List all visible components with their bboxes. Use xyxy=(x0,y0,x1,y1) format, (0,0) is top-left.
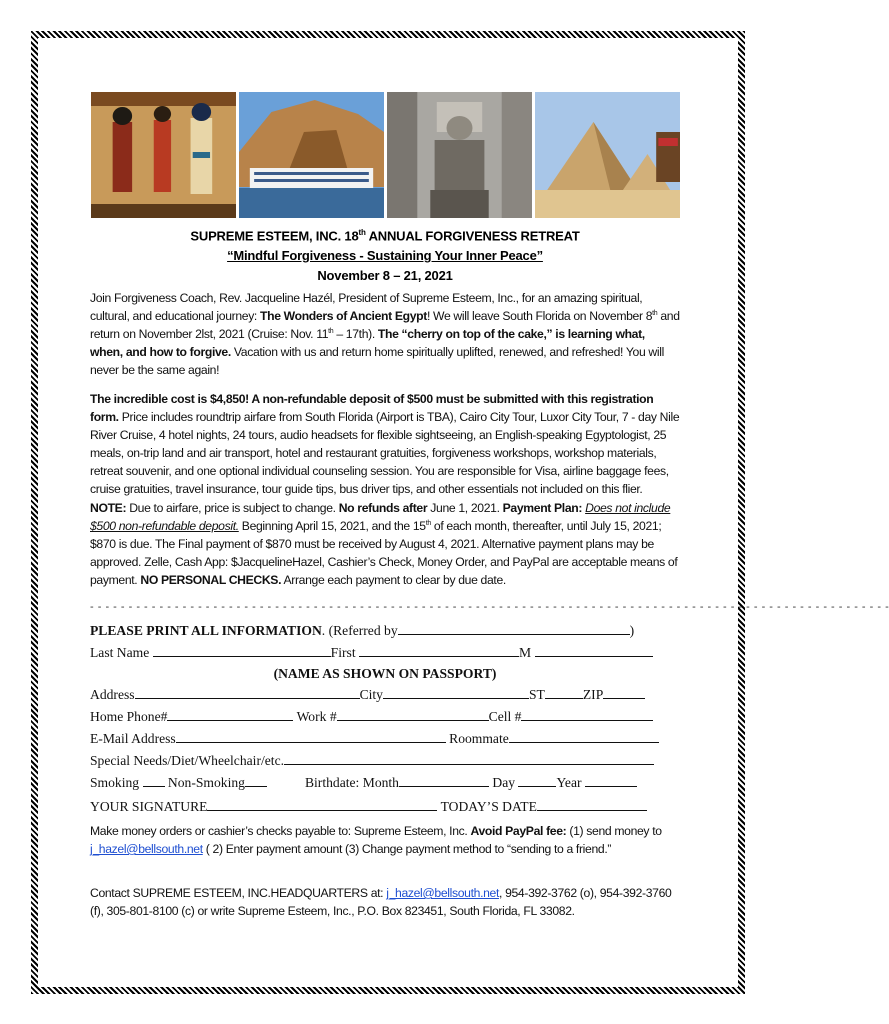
payment-text: (1) send money to xyxy=(566,824,662,838)
cost-text: Due to airfare, price is subject to change. xyxy=(126,500,339,515)
city-label: City xyxy=(359,687,383,702)
egyptian-mural-image xyxy=(91,92,236,218)
intro-text: Join Forgiveness Coach, Rev. Jacqueline Hazél, President of Supreme Esteem, Inc., for an amazing spiritual, cultural, and educational journey: xyxy=(90,291,643,324)
superscript: th xyxy=(328,328,334,336)
zip-label: ZIP xyxy=(582,687,604,702)
no-refund-label: No refunds after xyxy=(338,500,428,515)
payment-plan-note: Does not include $500 non-refundable deposit. xyxy=(90,500,671,533)
birth-day-field[interactable] xyxy=(518,774,556,787)
name-row xyxy=(90,644,680,661)
journey-name: The Wonders of Ancient Egypt xyxy=(260,309,427,324)
payment-text: Make money orders or cashier’s checks payable to: Supreme Esteem, Inc. xyxy=(90,824,471,838)
non-smoking-field[interactable] xyxy=(245,774,267,787)
cut-line-divider: - - - - - - - - - - - - - - - - - - - - - - - - - - - - - - - - - - - - - - - - - - - - - - - - - - - - - - - - - - - - - - - - - - - - - - - - - - - - - - - - - - - - - - - - - - - - - - - - - - - - - - - - xyxy=(90,601,889,613)
payment-instructions xyxy=(90,822,680,858)
today-date-field[interactable] xyxy=(537,798,647,811)
birth-year-field[interactable] xyxy=(585,774,637,787)
intro-text: – 17th). xyxy=(333,327,378,342)
middle-initial-label: M xyxy=(519,645,532,660)
cost-text: June 1, 2021. xyxy=(427,500,503,515)
zip-field[interactable] xyxy=(603,686,645,699)
city-field[interactable] xyxy=(383,686,529,699)
retreat-subtitle: “Mindful Forgiveness - Sustaining Your Inner Peace” xyxy=(227,248,543,263)
middle-initial-field[interactable] xyxy=(535,644,653,657)
referred-close: ) xyxy=(629,623,635,638)
cell-phone-label: Cell # xyxy=(488,709,522,724)
last-name-label: Last Name xyxy=(90,645,150,660)
retreat-dates: November 8 – 21, 2021 xyxy=(317,268,453,283)
work-phone-field[interactable] xyxy=(337,708,489,721)
referred-by-field[interactable] xyxy=(398,622,630,635)
payment-text: ( 2) Enter payment amount (3) Change payment method to “sending to a friend.” xyxy=(202,842,612,857)
signature-label: YOUR SIGNATURE xyxy=(90,799,208,814)
note-label: NOTE: xyxy=(90,500,127,515)
cost-text: Beginning April 15, 2021, and the 15 xyxy=(238,518,426,533)
address-row xyxy=(90,686,680,703)
signature-field[interactable] xyxy=(207,798,437,811)
superscript: th xyxy=(425,519,431,527)
non-smoking-label: Non-Smoking xyxy=(167,775,245,790)
first-name-label: First xyxy=(330,645,356,660)
title-text-end: ANNUAL FORGIVENESS RETREAT xyxy=(365,228,580,244)
cost-text: Price includes roundtrip airfare from South Florida (Airport is TBA), Cairo City Tour, Luxor City Tour, 7 - day Nile River Cruise, 4 hotel nights, 24 tours, audio headsets for flexible sightseeing, an English-speaking Egyptologist, 25 meals, on-trip land and air transport, hotel and restaurant gratuities, forgiveness workshops, workshop materials, retreat souvenir, and one optional individual counseling session. You are responsible for Visa, airline baggage fees, cruise gratuities, travel insurance, tour guide tips, bus driver tips, and other essentials not included on this flier. xyxy=(90,410,680,497)
roommate-label: Roommate xyxy=(449,731,509,746)
intro-text: Vacation with us and return home spiritually uplifted, renewed, and refreshed! You will never be the same again! xyxy=(90,345,664,378)
email-row xyxy=(90,730,680,747)
home-phone-label: Home Phone# xyxy=(90,709,168,724)
birth-month-label: Birthdate: Month xyxy=(304,775,399,790)
work-phone-label: Work # xyxy=(296,709,337,724)
colossus-statue-image xyxy=(387,92,532,218)
contact-text: Contact SUPREME ESTEEM, INC.HEADQUARTERS at: xyxy=(90,886,387,900)
superscript: th xyxy=(652,310,658,318)
cost-text: of each month, thereafter, until July 15, 2021; $870 is due. The Final payment of $870 must be received by August 4, 2021. Alternative payment plans may be approved. Zelle, Cash App: $JacquelineHazel, Cashier’s Check, Money Order, and PayPal are acceptable means of payment. xyxy=(90,518,678,587)
cost-text: Arrange each payment to clear by due date. xyxy=(281,572,506,587)
home-phone-field[interactable] xyxy=(167,708,293,721)
contact-email-link[interactable]: j_hazel@bellsouth.net xyxy=(386,886,499,900)
cost-highlight: The incredible cost is $4,850! A non-refundable deposit of $500 must be submitted with this registration form. xyxy=(90,392,654,425)
cherry-highlight: The “cherry on top of the cake,” is learning what, when, and how to forgive. xyxy=(90,327,645,360)
avoid-paypal-label: Avoid PayPal fee: xyxy=(470,824,567,838)
pyramids-camel-image xyxy=(535,92,680,218)
no-checks-label: NO PERSONAL CHECKS. xyxy=(140,572,282,587)
today-date-label: TODAY’S DATE xyxy=(440,799,537,814)
smoking-label: Smoking xyxy=(90,775,140,790)
email-field[interactable] xyxy=(176,730,446,743)
title-text: SUPREME ESTEEM, INC. 18 xyxy=(190,228,359,244)
birth-year-label: Year xyxy=(556,775,582,790)
special-needs-label: Special Needs/Diet/Wheelchair/etc. xyxy=(90,753,284,768)
phone-row xyxy=(90,708,680,725)
print-instruction: PLEASE PRINT ALL INFORMATION xyxy=(90,623,322,638)
state-label: ST xyxy=(528,687,545,702)
intro-text: and return on November 2lst, 2021 (Cruise: Nov. 11 xyxy=(90,309,680,342)
birth-month-field[interactable] xyxy=(399,774,489,787)
email-label: E-Mail Address xyxy=(90,731,176,746)
email-link[interactable]: j_hazel@bellsouth.net xyxy=(90,842,203,857)
contact-text: , 954-392-3762 (o), 954-392-3760 (f), 305-801-8100 (c) or write Supreme Esteem, Inc., P.O. Box 823451, South Florida, FL 33082. xyxy=(90,886,672,919)
cell-phone-field[interactable] xyxy=(521,708,653,721)
contact-info xyxy=(90,884,680,920)
address-field[interactable] xyxy=(135,686,360,699)
retreat-title xyxy=(0,228,770,243)
signature-row xyxy=(90,798,680,815)
referred-label: . (Referred by xyxy=(321,623,398,638)
nile-cruise-image xyxy=(239,92,384,218)
referred-row xyxy=(90,622,680,639)
birth-day-label: Day xyxy=(492,775,516,790)
first-name-field[interactable] xyxy=(359,644,519,657)
intro-paragraph xyxy=(90,289,680,379)
state-field[interactable] xyxy=(545,686,583,699)
passport-note: (NAME AS SHOWN ON PASSPORT) xyxy=(273,666,497,681)
cost-paragraph xyxy=(90,390,680,589)
smoking-field[interactable] xyxy=(143,774,165,787)
photo-strip xyxy=(91,92,680,218)
roommate-field[interactable] xyxy=(509,730,659,743)
payment-plan-label: Payment Plan: xyxy=(502,500,583,515)
special-needs-field[interactable] xyxy=(284,752,654,765)
intro-text: ! We will leave South Florida on November 8 xyxy=(426,309,653,324)
smoking-row xyxy=(90,774,680,791)
address-label: Address xyxy=(90,687,135,702)
last-name-field[interactable] xyxy=(153,644,331,657)
title-superscript: th xyxy=(358,228,366,237)
special-needs-row xyxy=(90,752,680,769)
